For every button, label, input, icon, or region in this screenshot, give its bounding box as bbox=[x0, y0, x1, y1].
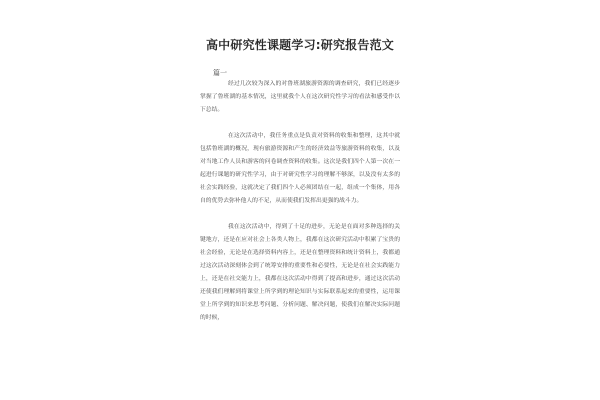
document-body bbox=[200, 78, 400, 338]
section-label: 篇一 bbox=[213, 69, 227, 77]
paragraph-2: 在这次活动中，我任务重点是负责对资料的收集和整理，这其中就包括鲁班湖的概况，现有旅游资源和产生的经济效益等旅游资料的收集，以及对当地工作人员和游客的问卷调查资料的收集。这次是我们四个人第一次在一起进行课题的研究性学习，由于对研究性学习的理解不够深，以及没有太多的社会实践经验，这就决定了我们四个人必须团结在一起，组成一个集体，用各自的优势去弥补他人的不足，从而使我们发挥出更强的战斗力。 bbox=[200, 133, 400, 204]
document-title: 高中研究性课题学习:研究报告范文 bbox=[205, 38, 394, 52]
paragraph-1: 经过几次较为深入的对鲁班湖旅游资源的调查研究，我们已经逐步掌握了鲁班湖的基本情况，这里就我个人在这次研究性学习的看法和感受作以下总结。 bbox=[200, 81, 400, 113]
paragraph-3: 我在这次活动中，得到了十足的进步，无论是在面对多种选择的关键地方，还是在应对社会上各类人物上，我都在这次研究活动中积累了宝贵的社会经验，无论是在选择资料内容上，还是在整理资料和统计资料上，我都通过这次活动深刻体会到了统筹安排的重要性和必要性，无论是在社会实践能力上，还是在社交能力上，我都在这次活动中得到了提高和进步，通过这次活动还使我们理解到将课堂上所学到的理论知识与实际联系起来的重要性，运用课堂上所学到的知识来思考问题、分析问题、解决问题，使我们在解决实际问题的时候， bbox=[200, 224, 400, 321]
